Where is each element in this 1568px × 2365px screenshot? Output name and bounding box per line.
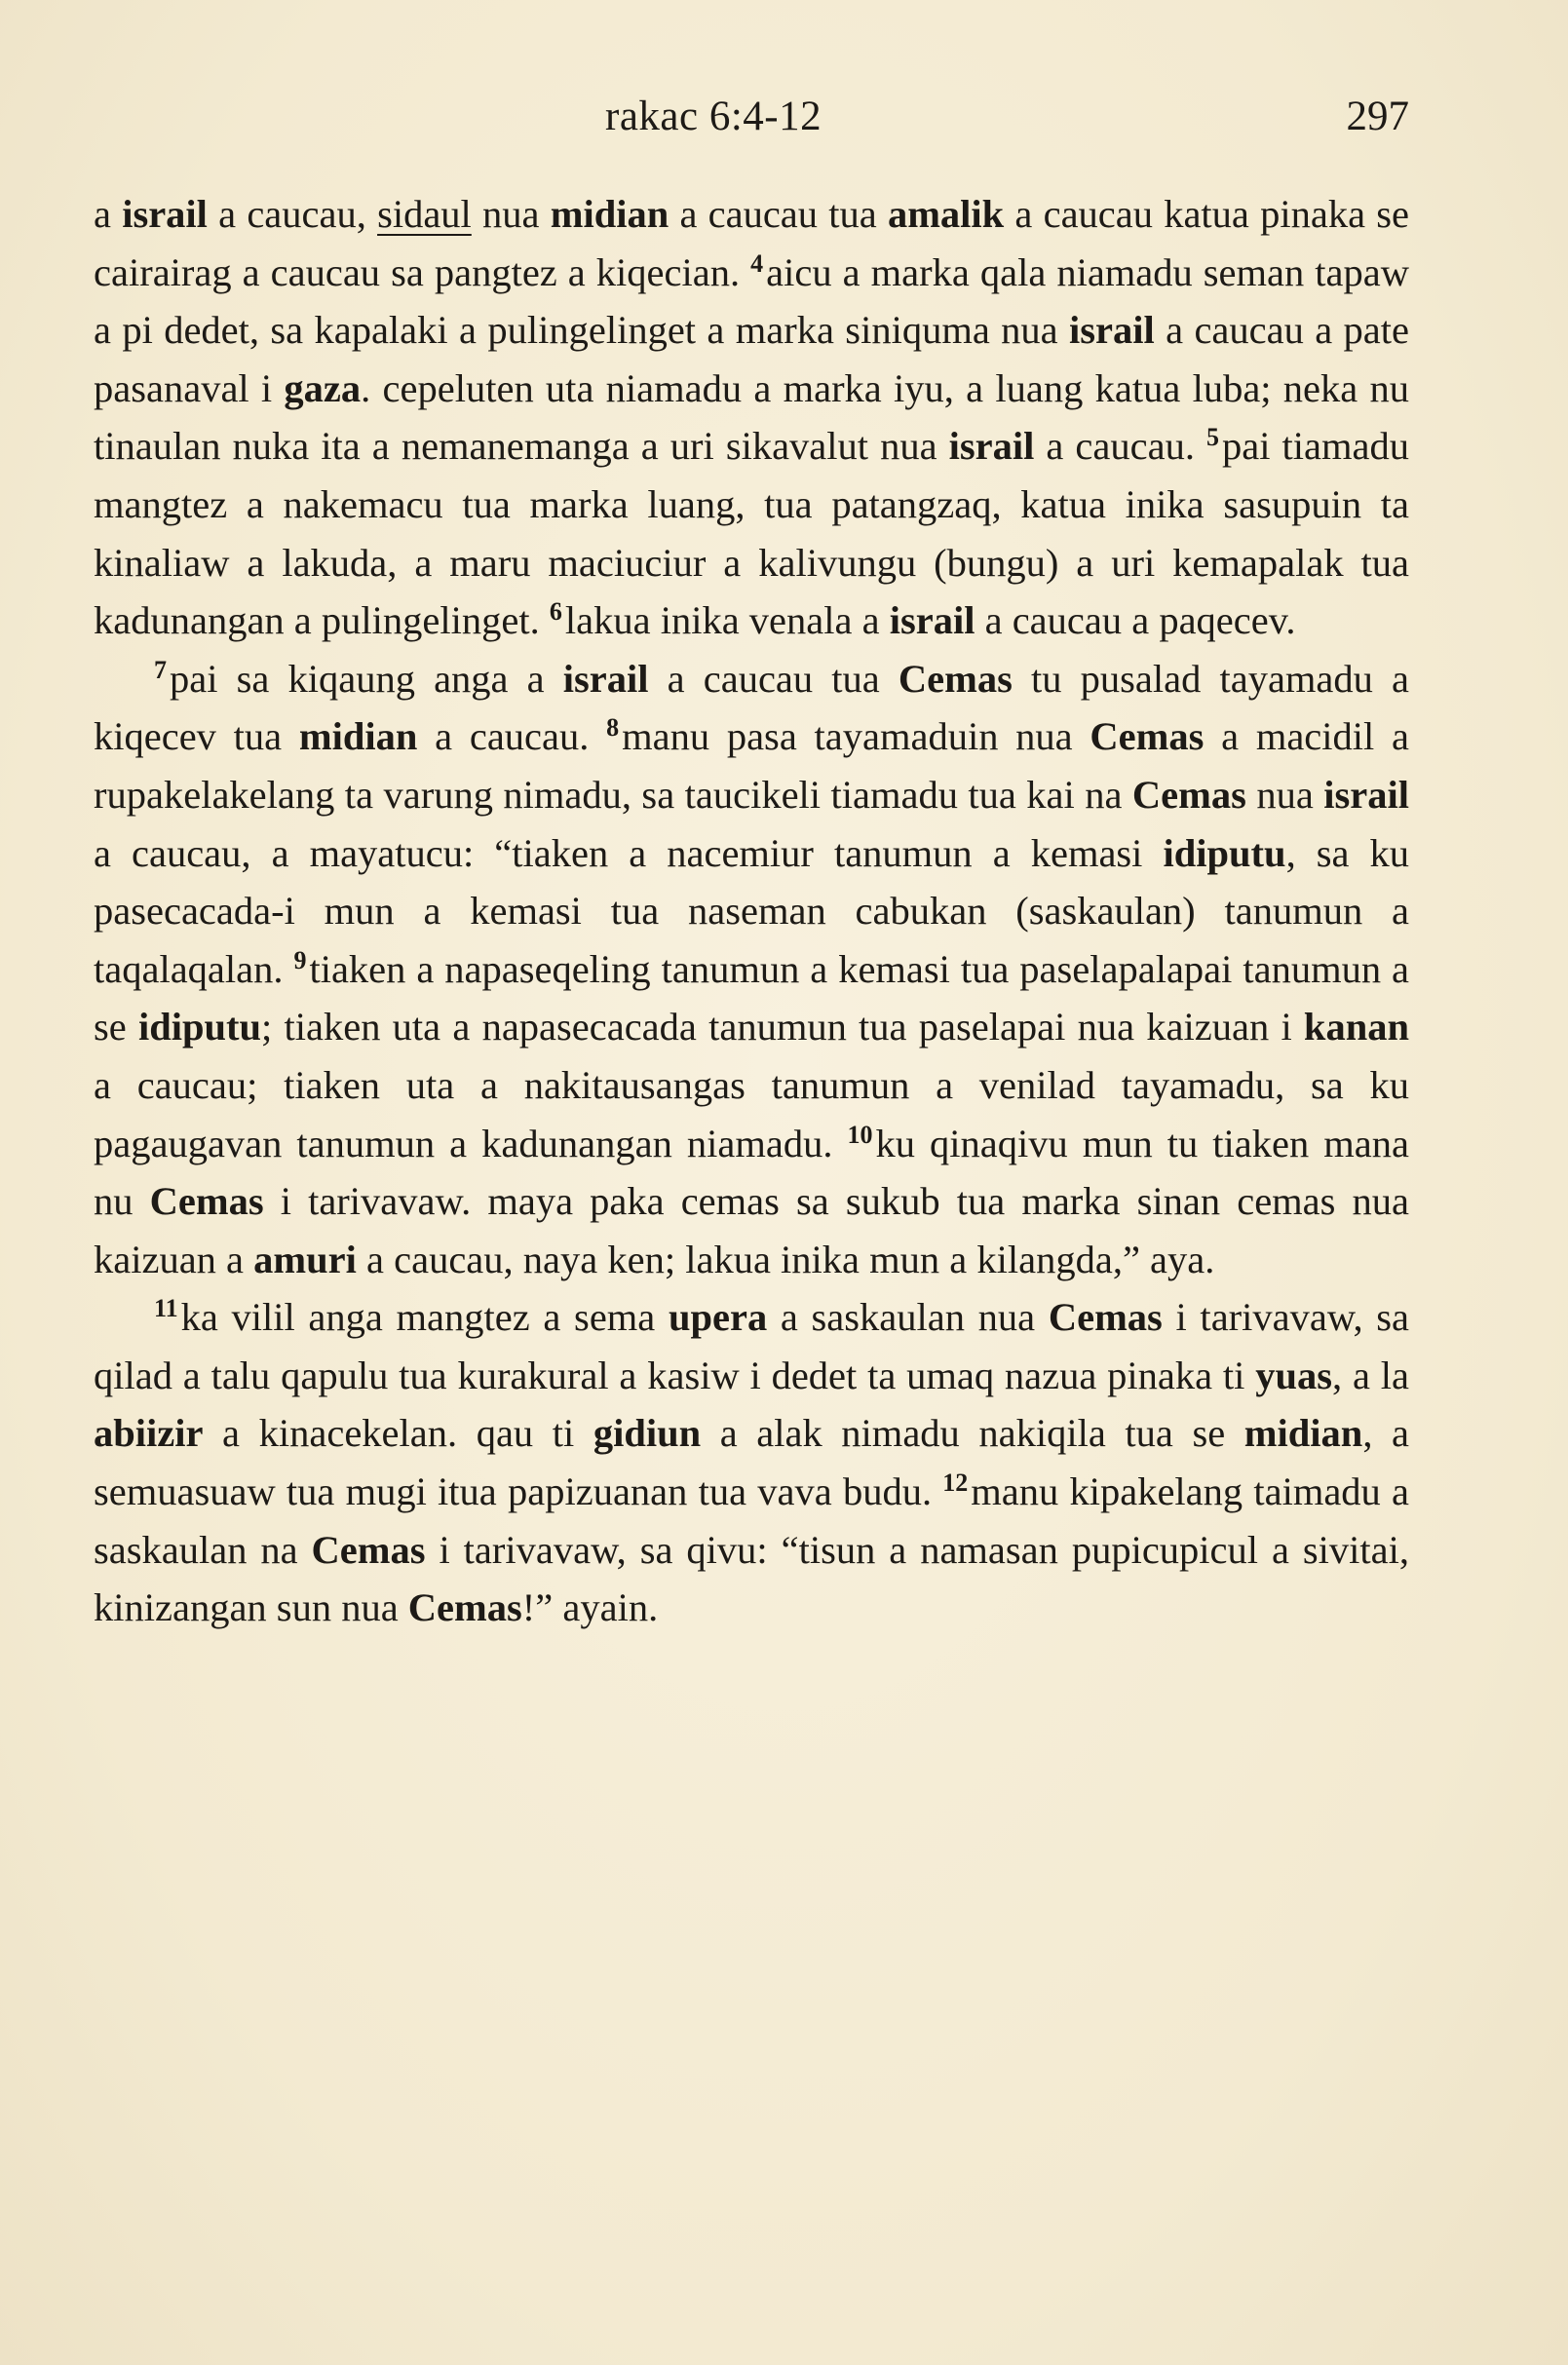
text-run: aicu a marka qala niamadu seman tapaw a pi dedet, sa kapalaki a pulingelinget a marka siniquma nua xyxy=(94,249,1409,353)
text-run: pai sa kiqaung anga a xyxy=(170,656,563,701)
text-run: , a semuasuaw tua mugi itua papizuanan tua vava budu. xyxy=(94,1411,1409,1514)
bold-term: Cemas xyxy=(898,656,1013,701)
text-run: , a la xyxy=(1332,1353,1409,1397)
bold-term: idiputu xyxy=(1163,830,1286,875)
bold-term: Cemas xyxy=(1090,714,1205,759)
bold-term: gidiun xyxy=(593,1411,702,1456)
bold-term: yuas xyxy=(1255,1353,1333,1397)
bold-term: midian xyxy=(550,192,669,236)
bold-term: amuri xyxy=(253,1237,357,1281)
bold-term: kanan xyxy=(1303,1005,1409,1049)
verse-number: 12 xyxy=(942,1469,969,1498)
text-run: manu kipakelang taimadu a saskaulan na xyxy=(94,1469,1409,1572)
text-run: a kinacekelan. qau ti xyxy=(203,1411,593,1456)
bold-term: israil xyxy=(562,656,649,701)
paragraph xyxy=(94,185,1409,650)
page-number: 297 xyxy=(1346,94,1409,139)
text-run: a caucau. xyxy=(1034,424,1207,469)
running-title: rakac 6:4-12 xyxy=(605,94,822,139)
text-run: tiaken a napaseqeling tanumun a kemasi tua paselapalapai tanumun a se xyxy=(94,946,1409,1049)
bold-term: Cemas xyxy=(311,1527,426,1572)
text-run: a caucau a paqecev. xyxy=(975,598,1296,643)
underlined-term: sidaul xyxy=(377,192,472,236)
text-run: nua xyxy=(471,192,551,236)
text-run: manu pasa tayamaduin nua xyxy=(622,714,1090,759)
bold-term: idiputu xyxy=(137,1005,262,1049)
text-run: ka vilil anga mangtez a sema xyxy=(180,1295,669,1340)
bold-term: abiizir xyxy=(94,1411,204,1456)
bold-term: Cemas xyxy=(1131,772,1246,817)
text-run: a caucau, a mayatucu: “tiaken a nacemiur tanumun a kemasi xyxy=(94,830,1164,875)
text-run: i tarivavaw. maya paka cemas sa sukub tua marka sinan cemas nua kaizuan a xyxy=(94,1179,1409,1281)
text-run: pai tiamadu mangtez a nakemacu tua marka luang, tua patangzaq, katua inika sasupuin ta kinaliaw a lakuda, a maru maciuciur a kalivungu (bungu) a uri kemapalak tua kadunangan a pulingelinget. xyxy=(94,424,1409,643)
bold-term: Cemas xyxy=(149,1179,264,1224)
text-run: a caucau tua xyxy=(648,656,899,701)
bold-term: Cemas xyxy=(1048,1295,1163,1340)
verse-number: 4 xyxy=(750,248,764,278)
page-header xyxy=(94,88,1409,146)
text-run: a caucau, naya ken; lakua inika mun a kilangda,” aya. xyxy=(356,1237,1215,1281)
text-run: a saskaulan nua xyxy=(767,1295,1049,1340)
text-run: , sa ku pasecacada-i mun a kemasi tua naseman cabukan (saskaulan) tanumun a taqalaqalan. xyxy=(94,830,1409,991)
bold-term: midian xyxy=(1243,1411,1363,1456)
bold-term: upera xyxy=(668,1295,768,1340)
text-run: a caucau, xyxy=(207,192,378,236)
verse-number: 10 xyxy=(847,1120,873,1149)
text-run: a caucau katua pinaka se cairairag a caucau sa pangtez a kiqecian. xyxy=(94,192,1409,294)
bold-term: israil xyxy=(1323,772,1409,817)
text-run: a caucau; tiaken uta a nakitausangas tanumun a venilad tayamadu, sa ku pagaugavan tanumun a kadunangan niamadu. xyxy=(94,1062,1409,1165)
text-run: a macidil a rupakelakelang ta varung nimadu, sa taucikeli tiamadu tua kai na xyxy=(94,714,1409,817)
bold-term: israil xyxy=(889,598,975,643)
verse-number: 9 xyxy=(293,945,307,974)
verse-number: 8 xyxy=(606,713,620,743)
bold-term: israil xyxy=(1069,308,1155,353)
paragraph xyxy=(94,1288,1409,1637)
body-text xyxy=(94,185,1409,1637)
verse-number: 11 xyxy=(154,1294,178,1323)
text-run: a alak nimadu nakiqila tua se xyxy=(701,1411,1244,1456)
verse-number: 6 xyxy=(549,597,562,627)
bold-term: midian xyxy=(298,714,418,759)
verse-number: 7 xyxy=(154,655,167,684)
text-run: . cepeluten uta niamadu a marka iyu, a luang katua luba; neka nu tinaulan nuka ita a nemanemanga a uri sikavalut nua xyxy=(94,365,1409,469)
verse-number: 5 xyxy=(1206,423,1220,452)
bold-term: gaza xyxy=(284,365,362,410)
paragraph xyxy=(94,650,1409,1289)
text-run: tu pusalad tayamadu a kiqecev tua xyxy=(94,656,1410,759)
text-run: !” ayain. xyxy=(521,1585,659,1630)
text-run: ; tiaken uta a napasecacada tanumun tua paselapai nua kaizuan i xyxy=(261,1005,1304,1049)
text-run: a caucau a pate pasanaval i xyxy=(94,308,1409,410)
text-run: a caucau tua xyxy=(669,192,888,236)
text-run: ku qinaqivu mun tu tiaken mana nu xyxy=(94,1121,1409,1224)
text-run: i tarivavaw, sa qilad a talu qapulu tua kurakural a kasiw i dedet ta umaq nazua pinaka ti xyxy=(94,1295,1410,1397)
bold-term: Cemas xyxy=(407,1585,522,1630)
bold-term: israil xyxy=(122,192,208,236)
bold-term: amalik xyxy=(887,192,1005,236)
text-run: lakua inika venala a xyxy=(564,598,890,643)
text-run: a xyxy=(94,192,123,236)
bold-term: israil xyxy=(948,424,1035,469)
text-run: a caucau. xyxy=(417,714,607,759)
text-run: i tarivavaw, sa qivu: “tisun a namasan pupicupicul a sivitai, kinizangan sun nua xyxy=(94,1527,1409,1630)
text-run: nua xyxy=(1245,772,1324,817)
